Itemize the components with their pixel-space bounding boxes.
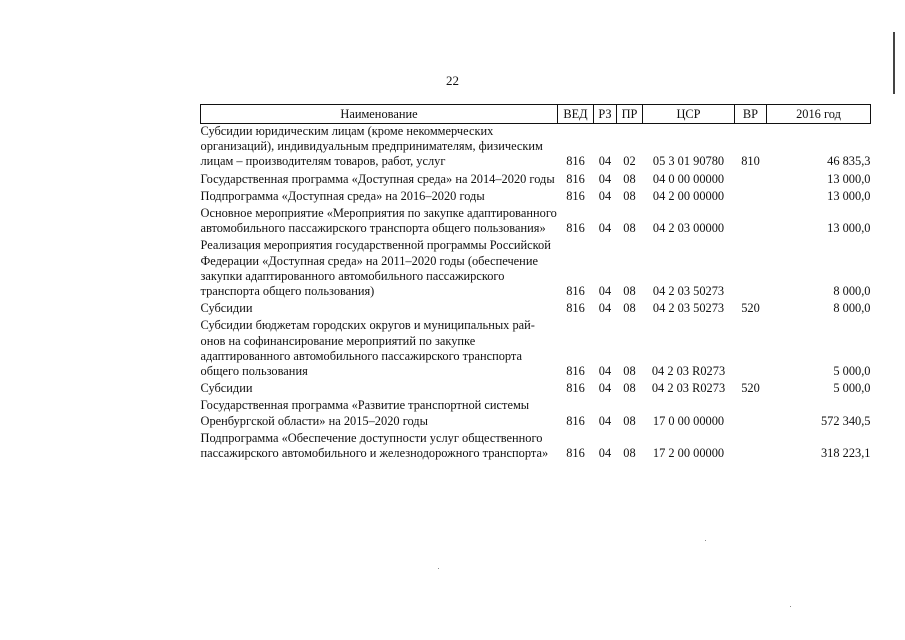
cell-csr: 04 2 03 50273 (652, 284, 725, 299)
table-row (201, 431, 871, 463)
table-row (201, 124, 871, 172)
cell-ved: 816 (566, 446, 585, 461)
table-row (201, 238, 871, 301)
cell-name: Подпрограмма «Обеспечение доступности услуг общественного пассажирского автомобильного и железнодорожного транспорта» (200, 430, 549, 461)
scan-speck (438, 568, 439, 569)
scan-speck (790, 606, 791, 607)
cell-pr: 08 (623, 413, 636, 428)
cell-csr: 05 3 01 90780 (652, 154, 725, 169)
cell-name: Субсидии бюджетам городских округов и муниципальных рай-онов на софинансирование мероприятий по закупке адаптированного автомобильного пассажирского транспорта общего пользования (200, 318, 535, 379)
cell-vr: 520 (741, 301, 760, 316)
cell-csr: 04 2 03 50273 (652, 301, 725, 316)
table-row (201, 189, 871, 206)
header-csr: ЦСР (643, 105, 735, 124)
budget-table (200, 104, 871, 463)
table-row (201, 301, 871, 318)
scan-speck (705, 540, 706, 541)
cell-ved: 816 (566, 284, 585, 299)
cell-ved: 816 (566, 413, 585, 428)
cell-vr (735, 398, 767, 430)
cell-vr: 810 (741, 154, 760, 169)
cell-amount: 572 340,5 (820, 413, 871, 428)
header-pr: ПР (617, 105, 643, 124)
cell-csr: 04 0 00 00000 (652, 171, 725, 186)
cell-name: Реализация мероприятия государственной программы Российской Федерации «Доступная среда» на 2011–2020 годы (обеспечение закупки адаптированного автомобильного пассажирского транспорта общего пользования) (200, 238, 551, 299)
cell-pr: 08 (623, 381, 636, 396)
cell-name: Государственная программа «Доступная среда» на 2014–2020 годы (200, 171, 555, 186)
cell-vr (735, 238, 767, 301)
cell-ved: 816 (566, 301, 585, 316)
table-header-row (201, 105, 871, 124)
cell-csr: 04 2 03 R0273 (651, 381, 726, 396)
cell-csr: 17 2 00 00000 (652, 446, 725, 461)
table-row (201, 206, 871, 238)
cell-ved: 816 (566, 221, 585, 236)
cell-csr: 04 2 00 00000 (652, 188, 725, 203)
cell-pr: 08 (623, 284, 636, 299)
cell-amount: 13 000,0 (827, 221, 871, 236)
cell-rz: 04 (598, 221, 612, 236)
cell-rz: 04 (598, 188, 612, 203)
cell-csr: 04 2 03 R0273 (651, 364, 726, 379)
cell-vr (735, 431, 767, 463)
header-year: 2016 год (767, 105, 871, 124)
cell-csr: 04 2 03 00000 (652, 221, 725, 236)
cell-pr: 08 (623, 221, 636, 236)
cell-name: Подпрограмма «Доступная среда» на 2016–2020 годы (200, 188, 485, 203)
cell-name: Субсидии (200, 301, 253, 316)
cell-ved: 816 (566, 188, 585, 203)
cell-vr: 520 (741, 381, 760, 396)
cell-vr (735, 172, 767, 189)
cell-pr: 08 (623, 364, 636, 379)
cell-rz: 04 (598, 301, 612, 316)
cell-amount: 13 000,0 (827, 171, 871, 186)
cell-name: Субсидии юридическим лицам (кроме некоммерческих организаций), индивидуальным предпринимателям, физическим лицам – производителям товаров, работ, услуг (200, 124, 543, 169)
table-row (201, 398, 871, 430)
cell-ved: 816 (566, 364, 585, 379)
header-rz: РЗ (594, 105, 617, 124)
cell-name: Субсидии (200, 381, 253, 396)
cell-name: Государственная программа «Развитие транспортной системы Оренбургской области» на 2015–2020 годы (200, 398, 530, 428)
header-ved: ВЕД (558, 105, 594, 124)
cell-amount: 5 000,0 (833, 381, 871, 396)
cell-rz: 04 (598, 381, 612, 396)
cell-amount: 318 223,1 (820, 446, 871, 461)
cell-csr: 17 0 00 00000 (652, 413, 725, 428)
cell-vr (735, 189, 767, 206)
cell-ved: 816 (566, 171, 585, 186)
table-row (201, 318, 871, 381)
cell-amount: 5 000,0 (833, 364, 871, 379)
cell-pr: 08 (623, 301, 636, 316)
page-number: 22 (446, 73, 459, 88)
header-vr: ВР (735, 105, 767, 124)
cell-amount: 13 000,0 (827, 188, 871, 203)
cell-rz: 04 (598, 171, 612, 186)
cell-pr: 02 (623, 154, 636, 169)
cell-rz: 04 (598, 154, 612, 169)
header-name: Наименование (201, 105, 558, 124)
cell-amount: 8 000,0 (833, 284, 871, 299)
table-row (201, 381, 871, 398)
cell-ved: 816 (566, 381, 585, 396)
cell-rz: 04 (598, 446, 612, 461)
cell-rz: 04 (598, 284, 612, 299)
cell-amount: 46 835,3 (827, 154, 871, 169)
cell-vr (735, 318, 767, 381)
cell-amount: 8 000,0 (833, 301, 871, 316)
cell-pr: 08 (623, 446, 636, 461)
cell-pr: 08 (623, 171, 636, 186)
cell-rz: 04 (598, 413, 612, 428)
cell-name: Основное мероприятие «Мероприятия по закупке адаптированного автомобильного пассажирского транспорта общего пользования» (200, 206, 557, 236)
cell-ved: 816 (566, 154, 585, 169)
cell-pr: 08 (623, 188, 636, 203)
cell-vr (735, 206, 767, 238)
table-row (201, 172, 871, 189)
cell-rz: 04 (598, 364, 612, 379)
